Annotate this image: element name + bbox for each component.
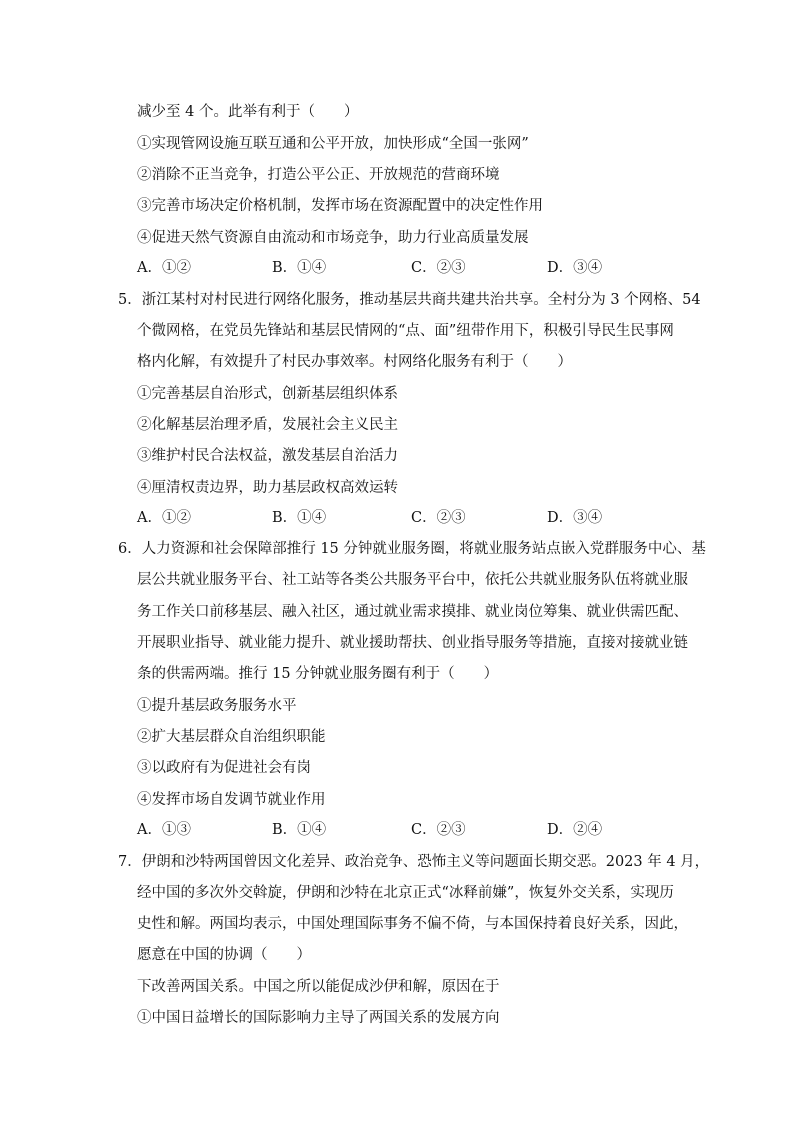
q4-item-4: ④促进天然气资源自由流动和市场竞争，助力行业高质量发展 xyxy=(137,230,529,246)
q6-stem-line-5: 条的供需两端。推行 15 分钟就业服务圈有利于（ ） xyxy=(137,666,499,682)
q5-option-c[interactable]: C．②③ xyxy=(411,510,466,526)
q5-stem-line-3: 格内化解，有效提升了村民办事效率。村网络化服务有利于（ ） xyxy=(137,354,572,370)
q5-option-d[interactable]: D．③④ xyxy=(547,510,603,526)
q5-item-4: ④厘清权责边界，助力基层政权高效运转 xyxy=(137,480,398,496)
q7-stem-line-3: 史性和解。两国均表示，中国处理国际事务不偏不倚，与本国保持着良好关系，因此， xyxy=(137,916,688,932)
q7-item-1: ①中国日益增长的国际影响力主导了两国关系的发展方向 xyxy=(137,1010,500,1026)
q6-item-1: ①提升基层政务服务水平 xyxy=(137,698,297,714)
q6-stem-line-2: 层公共就业服务平台、社工站等各类公共服务平台中，依托公共就业服务队伍将就业服 xyxy=(137,572,688,588)
q6-option-b[interactable]: B．①④ xyxy=(272,822,327,838)
q4-option-d[interactable]: D．③④ xyxy=(547,260,603,276)
q4-stem-tail: 减少至 4 个。此举有利于（ ） xyxy=(137,104,359,120)
q6-item-3: ③以政府有为促进社会有岗 xyxy=(137,760,311,776)
q6-stem-line-1: 6．人力资源和社会保障部推行 15 分钟就业服务圈，将就业服务站点嵌入党群服务中心、基 xyxy=(118,541,706,557)
q5-item-2: ②化解基层治理矛盾，发展社会主义民主 xyxy=(137,417,398,433)
q6-item-2: ②扩大基层群众自治组织职能 xyxy=(137,729,326,745)
q5-option-b[interactable]: B．①④ xyxy=(272,510,327,526)
q5-option-a[interactable]: A．①② xyxy=(137,510,191,526)
q6-option-a[interactable]: A．①③ xyxy=(137,822,191,838)
q7-stem-line-5: 下改善两国关系。中国之所以能促成沙伊和解，原因在于 xyxy=(137,979,500,995)
q5-item-1: ①完善基层自治形式，创新基层组织体系 xyxy=(137,386,398,402)
q5-stem-line-1: 5．浙江某村对村民进行网络化服务，推动基层共商共建共治共享。全村分为 3 个网格、54 xyxy=(118,292,701,308)
q7-stem-line-2: 经中国的多次外交斡旋，伊朗和沙特在北京正式“冰释前嫌”，恢复外交关系，实现历 xyxy=(137,885,674,901)
q4-option-a[interactable]: A．①② xyxy=(137,260,191,276)
q4-option-b[interactable]: B．①④ xyxy=(272,260,327,276)
q6-option-c[interactable]: C．②③ xyxy=(411,822,466,838)
q4-item-3: ③完善市场决定价格机制，发挥市场在资源配置中的决定性作用 xyxy=(137,198,543,214)
q6-stem-line-4: 开展职业指导、就业能力提升、就业援助帮扶、创业指导服务等措施，直接对接就业链 xyxy=(137,635,688,651)
q4-item-2: ②消除不正当竞争，打造公平公正、开放规范的营商环境 xyxy=(137,167,500,183)
q5-item-3: ③维护村民合法权益，激发基层自治活力 xyxy=(137,448,398,464)
q6-option-d[interactable]: D．②④ xyxy=(547,822,603,838)
q4-option-c[interactable]: C．②③ xyxy=(411,260,466,276)
q7-stem-line-4: 愿意在中国的协调（ ） xyxy=(137,947,311,963)
q4-item-1: ①实现管网设施互联互通和公平开放，加快形成“全国一张网” xyxy=(137,136,529,152)
q5-stem-line-2: 个微网格，在党员先锋站和基层民情网的“点、面”纽带作用下，积极引导民生民事网 xyxy=(137,323,674,339)
q6-item-4: ④发挥市场自发调节就业作用 xyxy=(137,792,326,808)
q7-stem-line-1: 7．伊朗和沙特两国曾因文化差异、政治竞争、恐怖主义等问题面长期交恶。2023 年 4 月， xyxy=(118,854,710,870)
q6-stem-line-3: 务工作关口前移基层、融入社区，通过就业需求摸排、就业岗位筹集、就业供需匹配、 xyxy=(137,604,688,620)
